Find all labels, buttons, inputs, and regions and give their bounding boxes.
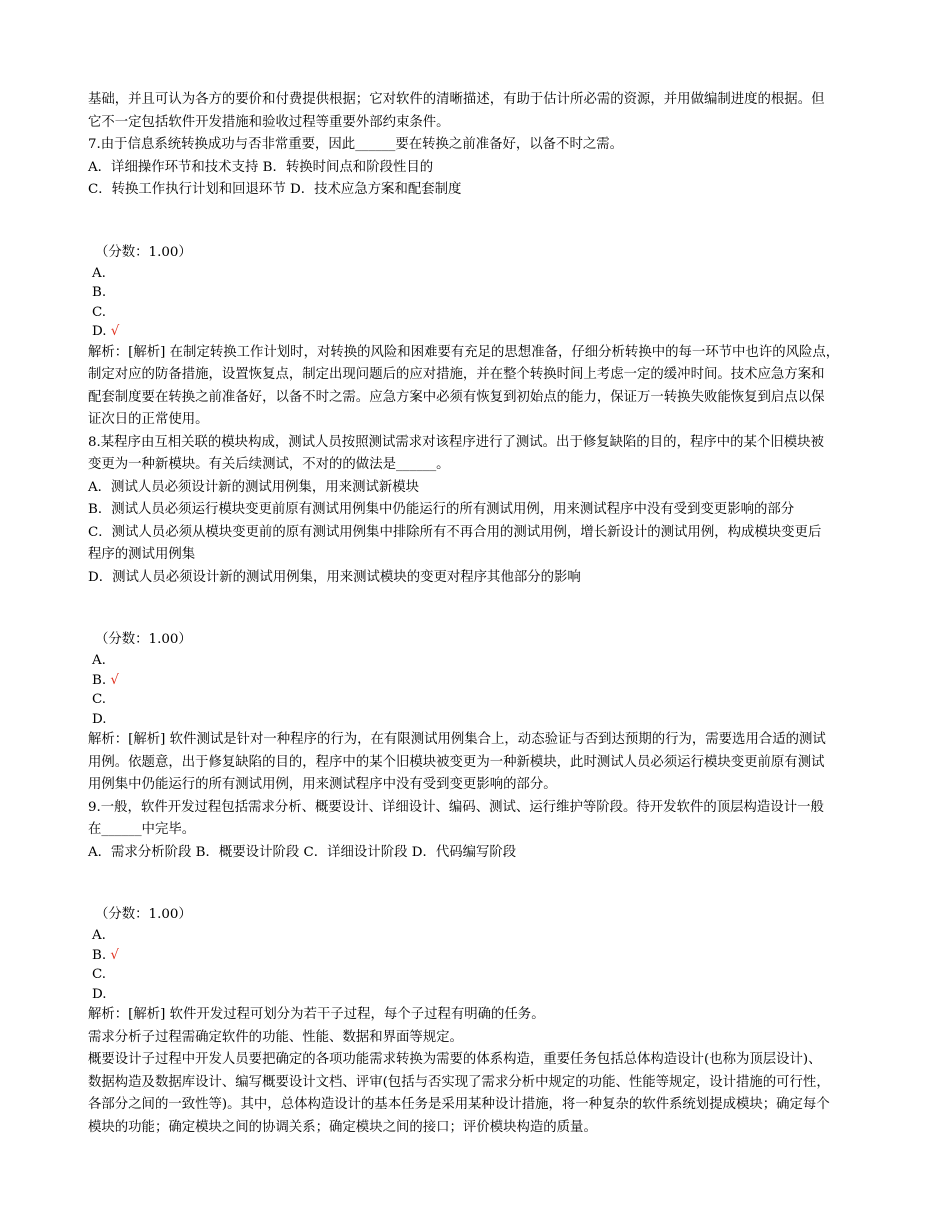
question-7-stem: 7.由于信息系统转换成功与否非常重要，因此______要在转换之前准备好，以备不时之需。: [88, 137, 624, 152]
analysis-line: 各部分之间的一致性等)。其中，总体构造设计的基本任务是采用某种设计措施，将一种复杂的软件系统划提成模块；确定每个: [88, 1097, 830, 1112]
analysis-line: 证次日的正常使用。: [88, 412, 209, 427]
spacer: [88, 589, 866, 623]
question-7-options: C．转换工作执行计划和回退环节 D．技术应急方案和配套制度: [88, 182, 462, 197]
question-9-stem: 9.一般，软件开发过程包括需求分析、概要设计、详细设计、编码、测试、运行维护等阶段。待开发软件的顶层构造设计一般: [88, 799, 824, 815]
question-8-option: 程序的测试用例集: [88, 547, 196, 562]
analysis-line: 解析：[解析] 在制定转换工作计划时，对转换的风险和困难要有充足的思想准备，仔细分析转换中的每一环节中也许的风险点，: [88, 344, 840, 360]
question-8-option: A．测试人员必须设计新的测试用例集，用来测试新模块: [88, 479, 420, 495]
correct-check-icon: √: [110, 947, 119, 963]
spacer: [88, 864, 866, 898]
analysis-line: 配套制度要在转换之前准备好，以备不时之需。应急方案中必须有恢复到初始点的能力，保证万一转换失败能恢复到启点以保: [88, 389, 825, 405]
choice-b: B.: [92, 285, 107, 300]
choice-a: A.: [92, 653, 106, 668]
intro-line: 它不一定包括软件开发措施和验收过程等重要外部约束条件。: [88, 114, 450, 130]
question-8-stem: 变更为一种新模块。有关后续测试，不对的的做法是______。: [88, 457, 450, 472]
analysis-line: 需求分析子过程需确定软件的功能、性能、数据和界面等规定。: [88, 1029, 463, 1045]
spacer: [88, 202, 866, 236]
intro-line: 基础，并且可认为各方的要价和付费提供根据；它对软件的清晰描述，有助于估计所必需的资源，并用做编制进度的根据。但: [88, 92, 825, 107]
analysis-line: 解析：[解析] 软件测试是针对一种程序的行为，在有限测试用例集合上，动态验证与否到达预期的行为，需要选用合适的测试: [88, 732, 826, 747]
analysis-line: 用例。依题意，出于修复缺陷的目的，程序中的某个旧模块被变更为一种新模块，此时测试人员必须运行模块变更前原有测试: [88, 754, 825, 770]
analysis-line: 用例集中仍能运行的所有测试用例，用来测试程序中没有受到变更影响的部分。: [88, 777, 557, 792]
analysis-line: 制定对应的防备措施，设置恢复点，制定出现问题后的应对措施，并在整个转换时间上考虑一定的缓冲时间。技术应急方案和: [88, 367, 825, 382]
question-8-stem: 8.某程序由互相关联的模块构成，测试人员按照测试需求对该程序进行了测试。出于修复缺陷的目的，程序中的某个旧模块被: [88, 434, 824, 450]
choice-c: C.: [92, 967, 107, 982]
correct-check-icon: √: [110, 672, 119, 688]
question-9-stem: 在______中完毕。: [88, 822, 196, 837]
question-8-option: C．测试人员必须从模块变更前的原有测试用例集中排除所有不再合用的测试用例，增长新设计的测试用例，构成模块变更后: [88, 524, 822, 540]
question-9-options: A．需求分析阶段 B．概要设计阶段 C．详细设计阶段 D．代码编写阶段: [88, 844, 517, 860]
correct-check-icon: √: [110, 324, 120, 339]
question-8-option: B．测试人员必须运行模块变更前原有测试用例集中仍能运行的所有测试用例，用来测试程序中没有受到变更影响的部分: [88, 502, 795, 517]
choice-a: A.: [92, 265, 106, 281]
choice-a: A.: [92, 928, 106, 943]
question-9-score: （分数：1.00）: [95, 907, 192, 922]
question-8-score: （分数：1.00）: [95, 632, 192, 647]
document-page: [88, 89, 866, 1139]
choice-c: C.: [92, 304, 107, 320]
choice-d: D. √: [92, 324, 120, 339]
analysis-line: 解析：[解析] 软件开发过程可划分为若干子过程，每个子过程有明确的任务。: [88, 1007, 545, 1022]
choice-d: D.: [92, 986, 107, 1002]
question-7-options: A．详细操作环节和技术支持 B．转换时间点和阶段性目的: [88, 159, 434, 175]
choice-c: C.: [92, 692, 107, 707]
choice-d: D.: [92, 711, 107, 727]
analysis-line: 概要设计子过程中开发人员要把确定的各项功能需求转换为需要的体系构造，重要任务包括总体构造设计(也称为顶层设计)、: [88, 1052, 822, 1067]
choice-b: B. √: [92, 947, 119, 963]
question-8-option: D．测试人员必须设计新的测试用例集，用来测试模块的变更对程序其他部分的影响: [88, 569, 581, 585]
analysis-line: 数据构造及数据库设计、编写概要设计文档、评审(包括与否实现了需求分析中规定的功能、性能等规定，设计措施的可行性，: [88, 1074, 830, 1090]
choice-b: B. √: [92, 672, 119, 688]
analysis-line: 模块的功能；确定模块之间的协调关系；确定模块之间的接口；评价模块构造的质量。: [88, 1119, 597, 1135]
question-7-score: （分数：1.00）: [95, 244, 192, 260]
